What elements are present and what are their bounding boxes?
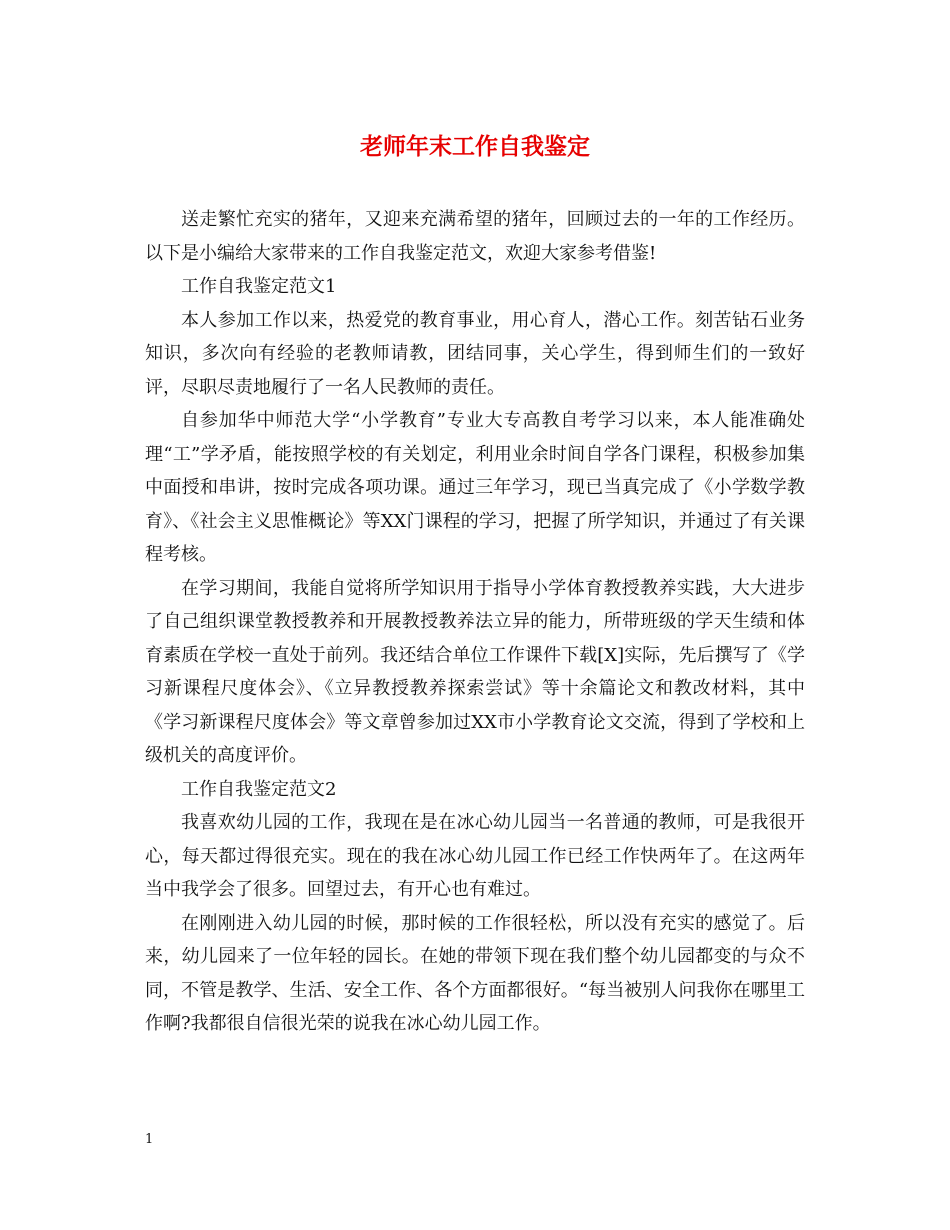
paragraph: 自参加华中师范大学“小学教育”专业大专高教自考学习以来，本人能准确处理“工”学矛盾，能按照学校的有关划定，利用业余时间自学各门课程，积极参加集中面授和串讲，按时完成各项功课。通过三年学习，现已当真完成了《小学数学教育》、《社会主义思惟概论》等XX门课程的学习，把握了所学知识，并通过了有关课程考核。 [145, 410, 805, 565]
page-number: 1 [145, 1132, 154, 1147]
paragraph-intro: 送走繁忙充实的猪年，又迎来充满希望的猪年，回顾过去的一年的工作经历。以下是小编给大家带来的工作自我鉴定范文，欢迎大家参考借鉴! [145, 209, 805, 264]
paragraph: 我喜欢幼儿园的工作，我现在是在冰心幼儿园当一名普通的教师，可是我很开心，每天都过得很充实。现在的我在冰心幼儿园工作已经工作快两年了。在这两年当中我学会了很多。回望过去，有开心也有难过。 [145, 812, 805, 900]
section-heading-2: 工作自我鉴定范文2 [181, 778, 337, 800]
document-body [145, 203, 805, 1041]
section-heading-1: 工作自我鉴定范文1 [181, 276, 337, 297]
paragraph: 在刚刚进入幼儿园的时候，那时候的工作很轻松，所以没有充实的感觉了。后来，幼儿园来了一位年轻的园长。在她的带领下现在我们整个幼儿园都变的与众不同，不管是教学、生活、安全工作、各个方面都很好。“每当被别人问我你在哪里工作啊?我都很自信很光荣的说我在冰心幼儿园工作。 [145, 912, 805, 1034]
paragraph: 本人参加工作以来，热爱党的教育事业，用心育人，潜心工作。刻苦钻石业务知识，多次向有经验的老教师请教，团结同事，关心学生，得到师生们的一致好评，尽职尽责地履行了一名人民教师的责任。 [145, 309, 805, 398]
paragraph: 在学习期间，我能自觉将所学知识用于指导小学体育教授教养实践，大大进步了自己组织课堂教授教养和开展教授教养法立异的能力，所带班级的学天生绩和体育素质在学校一直处于前列。我还结合单位工作课件下载[X]实际，先后撰写了《学习新课程尺度体会》、《立异教授教养探索尝试》等十余篇论文和教改材料，其中《学习新课程尺度体会》等文章曾参加过XX市小学教育论文交流，得到了学校和上级机关的高度评价。 [145, 577, 805, 766]
document-title: 老师年末工作自我鉴定 [360, 133, 590, 160]
